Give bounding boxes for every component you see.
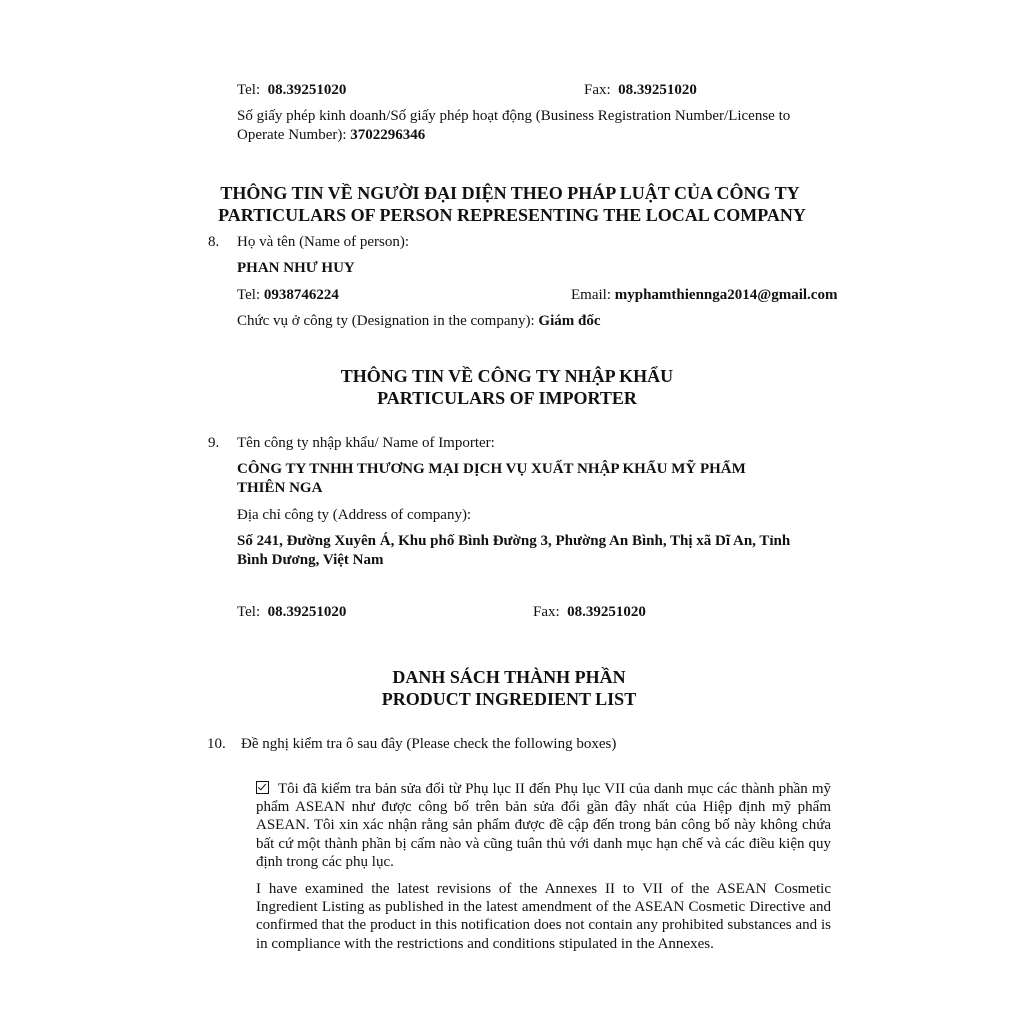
importer-address-line1: Số 241, Đường Xuyên Á, Khu phố Bình Đường 3, Phường An Bình, Thị xã Dĩ An, Tỉnh bbox=[237, 533, 791, 549]
declaration-vi: Tôi đã kiểm tra bản sửa đổi từ Phụ lục II đến Phụ lục VII của danh mục các thành phần mỹ phẩm ASEAN như được công bố trên bản sửa đổi gần đây nhất của Hiệp định mỹ phẩm ASEAN. Tôi xin xác nhận rằng sản phẩm được đề cập đến trong bản công bố này không chứa bất cứ một thành phần bị cấm nào và cũng tuân thủ với danh mục hạn chế và các điều kiện quy định trong các phụ lục. bbox=[256, 781, 831, 870]
importer-heading-en: PARTICULARS OF IMPORTER bbox=[377, 388, 637, 408]
importer-fax bbox=[533, 603, 646, 621]
item-number-8: 8. bbox=[208, 234, 220, 250]
company-tel-value: 08.39251020 bbox=[267, 82, 347, 98]
ingredients-instruction: Đề nghị kiểm tra ô sau đây (Please check the following boxes) bbox=[241, 736, 617, 752]
representative-tel bbox=[237, 286, 339, 304]
importer-tel-label: Tel: bbox=[237, 604, 261, 620]
license-label-line2: Operate Number): bbox=[237, 127, 347, 143]
item-number-10: 10. bbox=[207, 736, 226, 752]
importer-address-line2: Bình Dương, Việt Nam bbox=[237, 552, 384, 568]
importer-tel-value: 08.39251020 bbox=[267, 604, 347, 620]
company-tel bbox=[237, 81, 346, 99]
representative-tel-label: Tel: bbox=[237, 287, 261, 303]
representative-email-label: Email: bbox=[571, 287, 611, 303]
license-label-line1: Số giấy phép kinh doanh/Số giấy phép hoạt động (Business Registration Number/License to bbox=[237, 108, 791, 124]
designation-label: Chức vụ ở công ty (Designation in the company): bbox=[237, 313, 535, 329]
company-fax bbox=[584, 81, 697, 99]
license-value: 3702296346 bbox=[350, 127, 426, 143]
importer-name-line1: CÔNG TY TNHH THƯƠNG MẠI DỊCH VỤ XUẤT NHẬP KHẨU MỸ PHẨM bbox=[237, 461, 746, 477]
representative-name-label: Họ và tên (Name of person): bbox=[237, 234, 410, 250]
representative-tel-value: 0938746224 bbox=[263, 287, 339, 303]
ingredients-heading-en: PRODUCT INGREDIENT LIST bbox=[381, 689, 637, 709]
declaration-en: I have examined the latest revisions of the Annexes II to VII of the ASEAN Cosmetic Ingredient Listing as published in the latest amendment of the ASEAN Cosmetic Directive and confirmed that the product in this notification does not contain any prohibited substances and is in compliance with the restrictions and conditions stipulated in the Annexes. bbox=[256, 881, 831, 952]
importer-address-label: Địa chỉ công ty (Address of company): bbox=[237, 507, 472, 523]
license-line2 bbox=[237, 126, 425, 144]
ingredients-heading-vi: DANH SÁCH THÀNH PHẦN bbox=[392, 667, 626, 687]
importer-tel bbox=[237, 603, 346, 621]
importer-heading-vi: THÔNG TIN VỀ CÔNG TY NHẬP KHẨU bbox=[340, 366, 674, 386]
representative-designation bbox=[237, 312, 601, 330]
representative-email-value: myphamthiennga2014@gmail.com bbox=[614, 287, 838, 303]
company-fax-label: Fax: bbox=[584, 82, 611, 98]
representative-name-value: PHAN NHƯ HUY bbox=[237, 260, 355, 276]
company-tel-label: Tel: bbox=[237, 82, 261, 98]
importer-name-line2: THIÊN NGA bbox=[237, 480, 323, 496]
ingredient-check-checkbox[interactable] bbox=[256, 781, 269, 794]
importer-fax-value: 08.39251020 bbox=[567, 604, 646, 620]
importer-name-label: Tên công ty nhập khẩu/ Name of Importer: bbox=[237, 435, 495, 451]
importer-fax-label: Fax: bbox=[533, 604, 560, 620]
representative-heading-vi: THÔNG TIN VỀ NGƯỜI ĐẠI DIỆN THEO PHÁP LUẬT CỦA CÔNG TY bbox=[220, 183, 800, 203]
item-number-9: 9. bbox=[208, 435, 220, 451]
designation-value: Giám đốc bbox=[538, 313, 601, 329]
representative-email bbox=[571, 286, 837, 304]
representative-heading-en: PARTICULARS OF PERSON REPRESENTING THE LOCAL COMPANY bbox=[218, 205, 806, 225]
company-fax-value: 08.39251020 bbox=[618, 82, 697, 98]
declaration-vi-paragraph bbox=[256, 780, 831, 871]
